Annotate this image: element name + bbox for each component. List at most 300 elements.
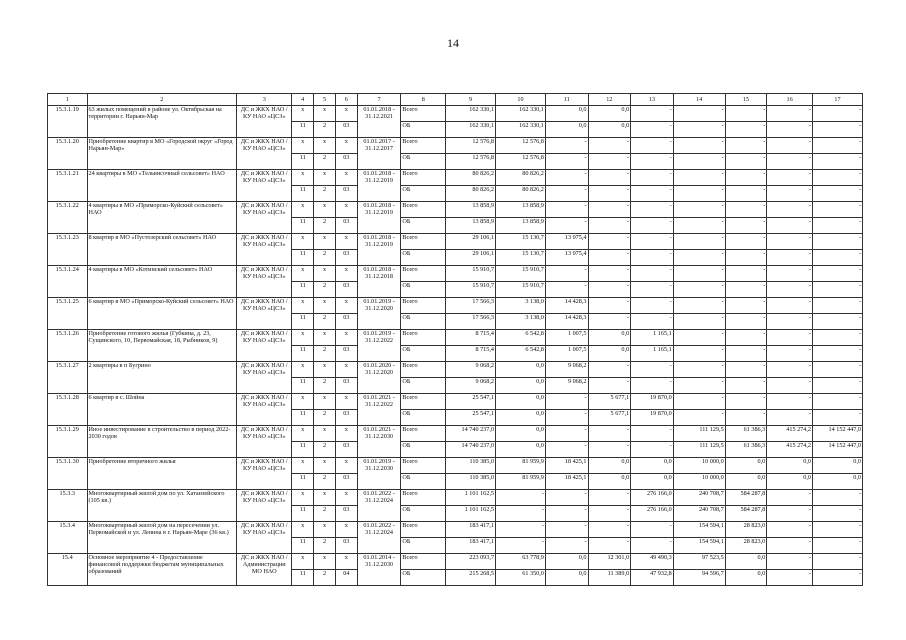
table-row [48, 330, 863, 346]
amount-cell: - [813, 298, 863, 314]
item-name: 63 жилых помещений в районе ул. Октябрьская на территории г. Нарьян-Мар [87, 106, 237, 138]
amount-cell: - [725, 330, 767, 346]
amount-cell: 154 594,1 [673, 538, 725, 554]
item-number: 15.3.1.27 [48, 362, 88, 394]
amount-cell: - [813, 346, 863, 362]
code-cell: х [335, 106, 357, 122]
item-period: 01.01.2019 - 31.12.2022 [357, 330, 401, 362]
amount-cell: 5 677,1 [588, 410, 631, 426]
amount-cell: - [767, 234, 813, 250]
amount-cell: - [496, 490, 546, 506]
item-executor: ДС и ЖКХ НАО / КУ НАО «ЦСЗ» [237, 522, 292, 554]
amount-cell: - [545, 138, 588, 154]
amount-cell: - [673, 378, 725, 394]
code-cell: х [335, 266, 357, 282]
amount-cell: 28 823,0 [725, 538, 767, 554]
code-cell: х [292, 202, 314, 218]
amount-cell: - [631, 122, 674, 138]
amount-cell: - [673, 266, 725, 282]
amount-cell: - [545, 202, 588, 218]
amount-cell: - [673, 202, 725, 218]
code-cell: х [314, 554, 336, 570]
code-cell: х [335, 330, 357, 346]
amount-cell: 0,0 [588, 330, 631, 346]
code-cell: 11 [292, 282, 314, 298]
code-cell: 2 [314, 410, 336, 426]
code-cell: х [314, 138, 336, 154]
table-row [48, 554, 863, 570]
amount-cell: - [725, 378, 767, 394]
amount-cell: - [725, 314, 767, 330]
column-header: 8 [401, 94, 446, 106]
amount-cell: - [631, 298, 674, 314]
amount-cell: - [545, 394, 588, 410]
amount-cell: - [588, 154, 631, 170]
amount-cell: 13 975,4 [545, 234, 588, 250]
amount-cell: 15 910,7 [496, 282, 546, 298]
code-cell: х [292, 330, 314, 346]
item-name: 4 квартиры в МО «Котинский сельсовет» НАО [87, 266, 237, 298]
amount-cell: - [813, 282, 863, 298]
item-period: 01.01.2022 - 31.12.2024 [357, 522, 401, 554]
amount-cell: - [631, 522, 674, 538]
code-cell: х [292, 170, 314, 186]
source-cell: ОБ [401, 154, 446, 170]
source-cell: Всего [401, 330, 446, 346]
item-name: Иное инвестирование в строительство в период 2022-2030 годов [87, 426, 237, 458]
amount-cell: - [767, 538, 813, 554]
amount-cell: 15 130,7 [496, 234, 546, 250]
amount-cell: 97 523,5 [673, 554, 725, 570]
amount-cell: 3 138,0 [496, 298, 546, 314]
item-executor: ДС и ЖКХ НАО / КУ НАО «ЦСЗ» [237, 362, 292, 394]
amount-cell: - [631, 426, 674, 442]
amount-cell: - [813, 490, 863, 506]
amount-cell: - [767, 138, 813, 154]
source-cell: ОБ [401, 474, 446, 490]
item-executor: ДС и ЖКХ НАО / КУ НАО «ЦСЗ» [237, 458, 292, 490]
code-cell: х [314, 490, 336, 506]
item-name: 6 квартир в МО «Приморско-Куйский сельсовет» НАО [87, 298, 237, 330]
item-number: 15.3.1.28 [48, 394, 88, 426]
amount-cell: 215 268,5 [446, 570, 496, 586]
amount-cell: - [767, 154, 813, 170]
item-period: 01.01.2018 - 31.12.2021 [357, 106, 401, 138]
amount-cell: 61 386,3 [725, 426, 767, 442]
code-cell: 2 [314, 346, 336, 362]
amount-cell: 0,0 [496, 442, 546, 458]
column-header: 9 [446, 94, 496, 106]
source-cell: Всего [401, 138, 446, 154]
amount-cell: - [767, 378, 813, 394]
amount-cell: - [767, 346, 813, 362]
code-cell: х [335, 490, 357, 506]
column-header: 17 [813, 94, 863, 106]
amount-cell: 162 330,1 [496, 122, 546, 138]
code-cell: 03 [335, 346, 357, 362]
amount-cell: 11 389,0 [588, 570, 631, 586]
amount-cell: - [631, 250, 674, 266]
amount-cell: - [545, 218, 588, 234]
amount-cell: - [545, 506, 588, 522]
item-executor: ДС и ЖКХ НАО / КУ НАО «ЦСЗ» [237, 138, 292, 170]
item-executor: ДС и ЖКХ НАО / КУ НАО «ЦСЗ» [237, 298, 292, 330]
amount-cell: - [631, 282, 674, 298]
amount-cell: 13 858,9 [496, 202, 546, 218]
amount-cell: - [725, 106, 767, 122]
item-number: 15.3.3 [48, 490, 88, 522]
amount-cell: - [545, 170, 588, 186]
code-cell: 2 [314, 538, 336, 554]
amount-cell: 80 826,2 [446, 186, 496, 202]
column-header: 13 [631, 94, 674, 106]
amount-cell: - [725, 266, 767, 282]
source-cell: ОБ [401, 570, 446, 586]
item-number: 15.3.1.30 [48, 458, 88, 490]
amount-cell: - [767, 282, 813, 298]
code-cell: х [314, 234, 336, 250]
source-cell: ОБ [401, 282, 446, 298]
amount-cell: 14 152 447,0 [813, 442, 863, 458]
amount-cell: 276 166,0 [631, 490, 674, 506]
amount-cell: - [813, 234, 863, 250]
item-number: 15.3.1.24 [48, 266, 88, 298]
amount-cell: - [631, 442, 674, 458]
amount-cell: 81 959,9 [496, 458, 546, 474]
code-cell: х [292, 426, 314, 442]
amount-cell: 9 068,2 [545, 378, 588, 394]
code-cell: х [292, 266, 314, 282]
item-executor: ДС и ЖКХ НАО / КУ НАО «ЦСЗ» [237, 170, 292, 202]
amount-cell: 13 858,9 [446, 218, 496, 234]
amount-cell: 29 106,1 [446, 234, 496, 250]
code-cell: 03 [335, 442, 357, 458]
code-cell: х [314, 170, 336, 186]
amount-cell: - [588, 138, 631, 154]
amount-cell: - [767, 170, 813, 186]
amount-cell: - [813, 122, 863, 138]
amount-cell: - [631, 202, 674, 218]
amount-cell: - [767, 314, 813, 330]
column-header: 12 [588, 94, 631, 106]
item-number: 15.3.1.21 [48, 170, 88, 202]
amount-cell: 1 101 162,5 [446, 490, 496, 506]
item-number: 15.4 [48, 554, 88, 586]
code-cell: 03 [335, 474, 357, 490]
code-cell: х [314, 394, 336, 410]
code-cell: 04 [335, 570, 357, 586]
code-cell: х [335, 234, 357, 250]
amount-cell: 0,0 [813, 474, 863, 490]
code-cell: х [314, 298, 336, 314]
amount-cell: - [725, 138, 767, 154]
amount-cell: 14 740 237,0 [446, 426, 496, 442]
amount-cell: - [588, 426, 631, 442]
amount-cell: - [725, 362, 767, 378]
amount-cell: 0,0 [725, 458, 767, 474]
amount-cell: - [631, 138, 674, 154]
amount-cell: - [725, 282, 767, 298]
code-cell: 11 [292, 186, 314, 202]
item-period: 01.01.2018 - 31.12.2019 [357, 202, 401, 234]
code-cell: 11 [292, 346, 314, 362]
column-header: 11 [545, 94, 588, 106]
amount-cell: 1 007,5 [545, 346, 588, 362]
amount-cell: - [813, 106, 863, 122]
amount-cell: - [813, 330, 863, 346]
amount-cell: 81 959,9 [496, 474, 546, 490]
amount-cell: 10 000,0 [673, 474, 725, 490]
code-cell: х [335, 362, 357, 378]
amount-cell: - [588, 378, 631, 394]
source-cell: Всего [401, 170, 446, 186]
source-cell: ОБ [401, 442, 446, 458]
amount-cell: 0,0 [588, 474, 631, 490]
source-cell: Всего [401, 362, 446, 378]
source-cell: Всего [401, 202, 446, 218]
amount-cell: - [767, 490, 813, 506]
code-cell: х [292, 394, 314, 410]
amount-cell: 0,0 [813, 458, 863, 474]
item-period: 01.01.2017 - 31.12.2017 [357, 138, 401, 170]
item-name: Многоквартирный жилой дом на пересечении ул. Первомайской и ул. Ленина в г. Нарьян-Маре (36 кв.) [87, 522, 237, 554]
amount-cell: 0,0 [588, 346, 631, 362]
amount-cell: - [725, 170, 767, 186]
code-cell: 11 [292, 154, 314, 170]
amount-cell: 0,0 [588, 458, 631, 474]
table-row [48, 202, 863, 218]
code-cell: х [335, 522, 357, 538]
amount-cell: - [813, 538, 863, 554]
item-name: 24 квартиры в МО «Тельвисочный сельсовет» НАО [87, 170, 237, 202]
amount-cell: - [496, 506, 546, 522]
amount-cell: - [588, 250, 631, 266]
amount-cell: - [767, 298, 813, 314]
amount-cell: - [767, 522, 813, 538]
column-header: 16 [767, 94, 813, 106]
source-cell: ОБ [401, 410, 446, 426]
amount-cell: 12 576,8 [446, 138, 496, 154]
amount-cell: - [545, 522, 588, 538]
source-cell: ОБ [401, 346, 446, 362]
amount-cell: 240 708,7 [673, 490, 725, 506]
amount-cell: - [545, 154, 588, 170]
source-cell: Всего [401, 458, 446, 474]
amount-cell: 61 350,0 [496, 570, 546, 586]
code-cell: 03 [335, 506, 357, 522]
amount-cell: - [631, 106, 674, 122]
amount-cell: 110 385,0 [446, 458, 496, 474]
amount-cell: 0,0 [631, 474, 674, 490]
amount-cell: - [767, 266, 813, 282]
code-cell: 2 [314, 186, 336, 202]
item-name: Основное мероприятие 4 - Предоставление финансовой поддержки бюджетам муниципальных образований [87, 554, 237, 586]
item-number: 15.3.4 [48, 522, 88, 554]
source-cell: Всего [401, 234, 446, 250]
amount-cell: 13 858,9 [446, 202, 496, 218]
amount-cell: 0,0 [545, 570, 588, 586]
table-row [48, 170, 863, 186]
amount-cell: - [725, 218, 767, 234]
amount-cell: 111 129,5 [673, 426, 725, 442]
amount-cell: 1 101 162,5 [446, 506, 496, 522]
code-cell: 03 [335, 218, 357, 234]
code-cell: х [292, 490, 314, 506]
amount-cell: - [588, 298, 631, 314]
item-period: 01.01.2018 - 31.12.2019 [357, 170, 401, 202]
amount-cell: 25 547,1 [446, 394, 496, 410]
item-executor: ДС и ЖКХ НАО / КУ НАО «ЦСЗ» [237, 202, 292, 234]
amount-cell: - [588, 266, 631, 282]
code-cell: 2 [314, 122, 336, 138]
item-number: 15.3.1.19 [48, 106, 88, 138]
amount-cell: 1 165,1 [631, 346, 674, 362]
amount-cell: 1 165,1 [631, 330, 674, 346]
code-cell: 2 [314, 570, 336, 586]
amount-cell: 14 740 237,0 [446, 442, 496, 458]
item-name: Многоквартирный жилой дом по ул. Хатанзейского (105 кв.) [87, 490, 237, 522]
amount-cell: 0,0 [725, 570, 767, 586]
code-cell: 03 [335, 250, 357, 266]
code-cell: х [335, 202, 357, 218]
item-name: Приобретение вторичного жилья [87, 458, 237, 490]
amount-cell: - [588, 538, 631, 554]
source-cell: Всего [401, 266, 446, 282]
item-number: 15.3.1.29 [48, 426, 88, 458]
amount-cell: 19 870,0 [631, 410, 674, 426]
amount-cell: - [588, 506, 631, 522]
code-cell: х [292, 522, 314, 538]
amount-cell: - [545, 426, 588, 442]
column-header: 14 [673, 94, 725, 106]
code-cell: 2 [314, 282, 336, 298]
source-cell: Всего [401, 554, 446, 570]
amount-cell: - [813, 202, 863, 218]
amount-cell: - [813, 378, 863, 394]
amount-cell: - [767, 122, 813, 138]
table-row [48, 138, 863, 154]
amount-cell: - [631, 154, 674, 170]
table-row [48, 458, 863, 474]
amount-cell: - [725, 234, 767, 250]
code-cell: 03 [335, 186, 357, 202]
table-row [48, 234, 863, 250]
amount-cell: - [545, 538, 588, 554]
amount-cell: 0,0 [496, 394, 546, 410]
code-cell: 11 [292, 218, 314, 234]
source-cell: ОБ [401, 538, 446, 554]
code-cell: х [292, 106, 314, 122]
amount-cell: - [588, 442, 631, 458]
amount-cell: - [767, 202, 813, 218]
code-cell: 11 [292, 378, 314, 394]
amount-cell: - [588, 362, 631, 378]
code-cell: х [335, 298, 357, 314]
column-header: 7 [357, 94, 401, 106]
amount-cell: 80 826,2 [496, 170, 546, 186]
amount-cell: 0,0 [767, 474, 813, 490]
item-executor: ДС и ЖКХ НАО / КУ НАО «ЦСЗ» [237, 394, 292, 426]
code-cell: х [292, 138, 314, 154]
amount-cell: 18 425,1 [545, 474, 588, 490]
amount-cell: - [725, 410, 767, 426]
amount-cell: 162 330,1 [496, 106, 546, 122]
amount-cell: 415 274,2 [767, 442, 813, 458]
code-cell: х [335, 138, 357, 154]
page-number: 14 [447, 36, 459, 50]
amount-cell: - [545, 282, 588, 298]
item-period: 01.01.2019 - 31.12.2020 [357, 298, 401, 330]
amount-cell: 0,0 [725, 474, 767, 490]
amount-cell: 110 385,0 [446, 474, 496, 490]
code-cell: 2 [314, 442, 336, 458]
amount-cell: - [673, 234, 725, 250]
amount-cell: - [725, 394, 767, 410]
amount-cell: - [813, 170, 863, 186]
amount-cell: - [767, 362, 813, 378]
amount-cell: 9 068,2 [446, 362, 496, 378]
source-cell: ОБ [401, 378, 446, 394]
source-cell: ОБ [401, 218, 446, 234]
item-number: 15.3.1.22 [48, 202, 88, 234]
amount-cell: - [767, 394, 813, 410]
amount-cell: - [631, 186, 674, 202]
amount-cell: 17 566,3 [446, 314, 496, 330]
amount-cell: 0,0 [588, 122, 631, 138]
program-table [47, 93, 863, 586]
amount-cell: 61 386,3 [725, 442, 767, 458]
amount-cell: - [673, 122, 725, 138]
amount-cell: - [813, 266, 863, 282]
amount-cell: - [673, 394, 725, 410]
amount-cell: 12 301,0 [588, 554, 631, 570]
amount-cell: - [673, 314, 725, 330]
code-cell: 11 [292, 506, 314, 522]
source-cell: ОБ [401, 250, 446, 266]
amount-cell: - [631, 234, 674, 250]
amount-cell: 1 007,5 [545, 330, 588, 346]
amount-cell: 12 576,8 [496, 138, 546, 154]
item-number: 15.3.1.23 [48, 234, 88, 266]
amount-cell: - [813, 522, 863, 538]
amount-cell: 94 596,7 [673, 570, 725, 586]
item-period: 01.01.2018 - 31.12.2019 [357, 234, 401, 266]
amount-cell: - [673, 346, 725, 362]
code-cell: 03 [335, 122, 357, 138]
amount-cell: 47 932,8 [631, 570, 674, 586]
amount-cell: - [673, 106, 725, 122]
code-cell: 2 [314, 218, 336, 234]
amount-cell: 15 910,7 [496, 266, 546, 282]
code-cell: х [314, 266, 336, 282]
amount-cell: 162 330,1 [446, 122, 496, 138]
source-cell: Всего [401, 298, 446, 314]
amount-cell: 8 715,4 [446, 330, 496, 346]
amount-cell: - [813, 570, 863, 586]
amount-cell: 162 330,1 [446, 106, 496, 122]
code-cell: 03 [335, 378, 357, 394]
item-period: 01.01.2022 - 31.12.2024 [357, 490, 401, 522]
amount-cell: - [545, 266, 588, 282]
amount-cell: - [725, 250, 767, 266]
amount-cell: - [767, 218, 813, 234]
item-name: Приобретение готового жилья (Губкина, д. 23, Сущинского, 10, Первомайская, 18, Рыбников, 9) [87, 330, 237, 362]
code-cell: 03 [335, 282, 357, 298]
amount-cell: - [631, 378, 674, 394]
column-header: 6 [335, 94, 357, 106]
code-cell: 11 [292, 122, 314, 138]
amount-cell: - [725, 154, 767, 170]
